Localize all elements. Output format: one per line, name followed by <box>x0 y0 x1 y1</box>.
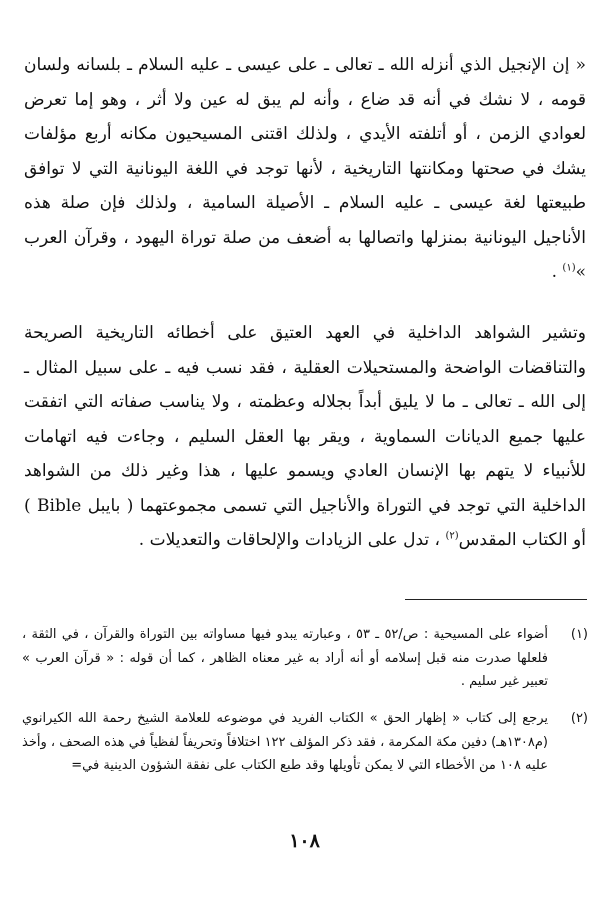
paragraph-2-text: وتشير الشواهد الداخلية في العهد العتيق على أخطائه التاريخية الصريحة والتناقضات الواضحة والمستحيلات العقلية ، فقد نسب فيه ـ على سبيل المثال ـ إلى الله ـ تعالى ـ ما لا يليق أبداً بجلاله وعظمته ، ولا يناسب صفاته التي اتفقت عليها جميع الديانات السماوية ، ويقر بها العقل السليم ، وجاءت فيه اتهامات للأنبياء لا يتهم بها الإنسان العادي ويسمو عليها ، هذا وغير ذلك من الشواهد الداخلية التي توجد في التوراة والأناجيل التي تسمى مجموعتهما ( بايبل Bible ) أو الكتاب المقدس <box>24 323 586 550</box>
footnote-divider <box>405 599 587 600</box>
paragraph-1-end: . <box>551 262 563 282</box>
body-paragraph-2 <box>24 316 586 558</box>
footnote-ref-2: (٢) <box>445 530 459 542</box>
footnote-2-text: يرجع إلى كتاب « إظهار الحق » الكتاب الفريد في موضوعه للعلامة الشيخ رحمة الله الكيرانوي (م١٣٠٨هـ) دفين مكة المكرمة ، فقد ذكر المؤلف ١٢٢ اختلافاً وتحريفاً لفظياً في هذه الصحف ، وأخذ عليه ١٠٨ من الأخطاء التي لا يمكن تأويلها وقد طبع الكتاب على نفقة الشؤون الدينية في= <box>22 711 548 774</box>
paragraph-1-text: « إن الإنجيل الذي أنزله الله ـ تعالى ـ على عيسى ـ عليه السلام ـ بلسانه ولسان قومه ، لا نشك في أنه قد ضاع ، وأنه لم يبق له عين ولا أثر ، وهو إما تعرض لعوادي الزمن ، أو أتلفته الأيدي ، ولذلك اقتنى المسيحيون مكانه أربع مؤلفات يشك في صحتها ومكانتها التاريخية ، لأنها توجد في اللغة اليونانية التي لا توافق طبيعتها لغة عيسى ـ عليه السلام ـ الأصيلة السامية ، ولذلك فإن صلة هذه الأناجيل اليونانية بمنزلها واتصالها به أضعف من صلة توراة اليهود ، وقرآن العرب » <box>24 55 586 282</box>
paragraph-2-end: ، تدل على الزيادات والإلحاقات والتعديلات . <box>138 530 446 550</box>
footnote-2 <box>22 707 588 778</box>
footnote-1 <box>22 623 588 694</box>
footnote-1-number: (١) <box>570 627 588 642</box>
page-number: ١٠٨ <box>289 830 320 852</box>
footnote-ref-1: (١) <box>562 262 576 274</box>
footnote-2-number: (٢) <box>570 711 588 726</box>
footnote-1-text: أضواء على المسيحية : ص/٥٢ ـ ٥٣ ، وعبارته يبدو فيها مساواته بين التوراة والقرآن ، في الثقة ، فلعلها صدرت منه قبل إسلامه أو أنه أراد به غير معناه الظاهر ، كما أن قوله : « قرآن العرب » تعبير غير سليم . <box>22 627 549 690</box>
body-paragraph-1 <box>24 48 586 290</box>
